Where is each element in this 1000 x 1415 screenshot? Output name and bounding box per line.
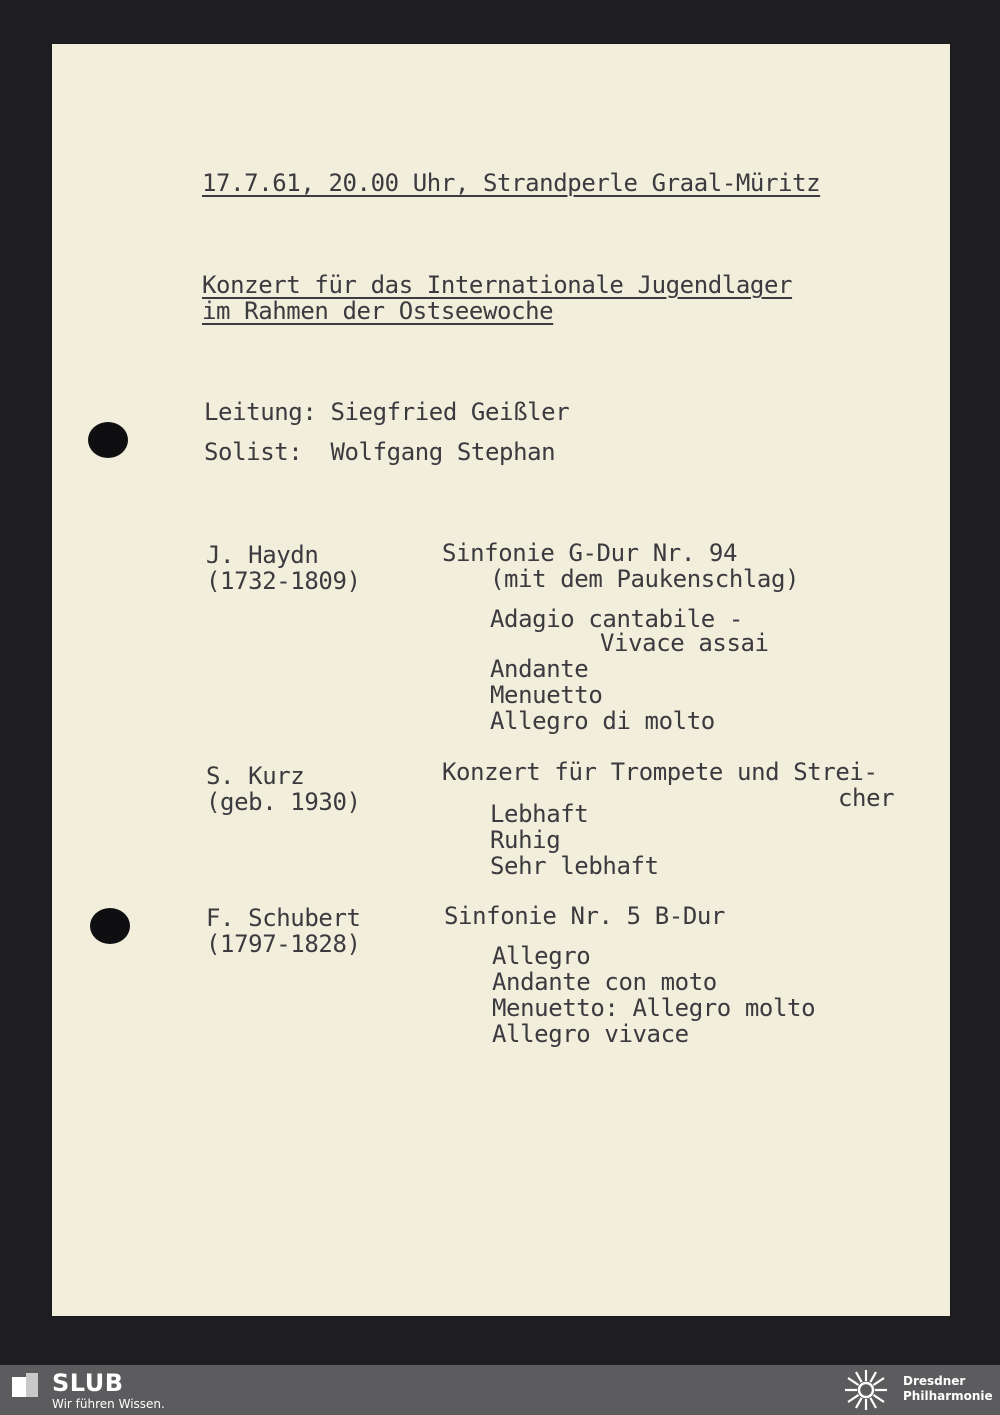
work-title: Konzert für Trompete und Strei-: [442, 758, 878, 786]
movement: Allegro di molto: [490, 707, 715, 735]
slub-logo-icon: [12, 1373, 38, 1397]
work-title-continuation: cher: [838, 784, 895, 812]
soloist-line: Solist: Wolfgang Stephan: [204, 438, 556, 466]
movement: Lebhaft: [490, 800, 589, 828]
punch-hole-bottom: [90, 908, 130, 944]
footer-bar: [0, 1365, 1000, 1415]
philharmonie-name-line-1: Dresdner: [903, 1374, 966, 1388]
composer-name: F. Schubert: [206, 904, 361, 932]
philharmonie-logo-icon: [842, 1368, 890, 1412]
work-title: Sinfonie Nr. 5 B-Dur: [444, 902, 725, 930]
movement: Vivace assai: [600, 629, 769, 657]
composer-dates: (1797-1828): [206, 930, 361, 958]
movement: Allegro: [492, 942, 591, 970]
movement: Adagio cantabile -: [490, 605, 743, 633]
movement: Menuetto: [490, 681, 603, 709]
work-title: Sinfonie G-Dur Nr. 94: [442, 539, 738, 567]
composer-name: J. Haydn: [206, 541, 319, 569]
slub-name: SLUB: [52, 1369, 124, 1397]
movement: Andante: [490, 655, 589, 683]
movement: Sehr lebhaft: [490, 852, 659, 880]
movement: Menuetto: Allegro molto: [492, 994, 816, 1022]
composer-name: S. Kurz: [206, 762, 305, 790]
date-location-line: 17.7.61, 20.00 Uhr, Strandperle Graal-Müritz: [202, 169, 821, 197]
philharmonie-name-line-2: Philharmonie: [903, 1389, 993, 1403]
movement: Andante con moto: [492, 968, 717, 996]
composer-dates: (1732-1809): [206, 567, 361, 595]
concert-title-line-1: Konzert für das Internationale Jugendlager: [202, 271, 793, 299]
movement: Ruhig: [490, 826, 561, 854]
movement: Allegro vivace: [492, 1020, 689, 1048]
slub-tagline: Wir führen Wissen.: [52, 1397, 165, 1411]
composer-dates: (geb. 1930): [206, 788, 361, 816]
work-subtitle: (mit dem Paukenschlag): [490, 565, 800, 593]
concert-title-line-2: im Rahmen der Ostseewoche: [202, 297, 554, 325]
punch-hole-top: [88, 422, 128, 458]
conductor-line: Leitung: Siegfried Geißler: [204, 398, 570, 426]
